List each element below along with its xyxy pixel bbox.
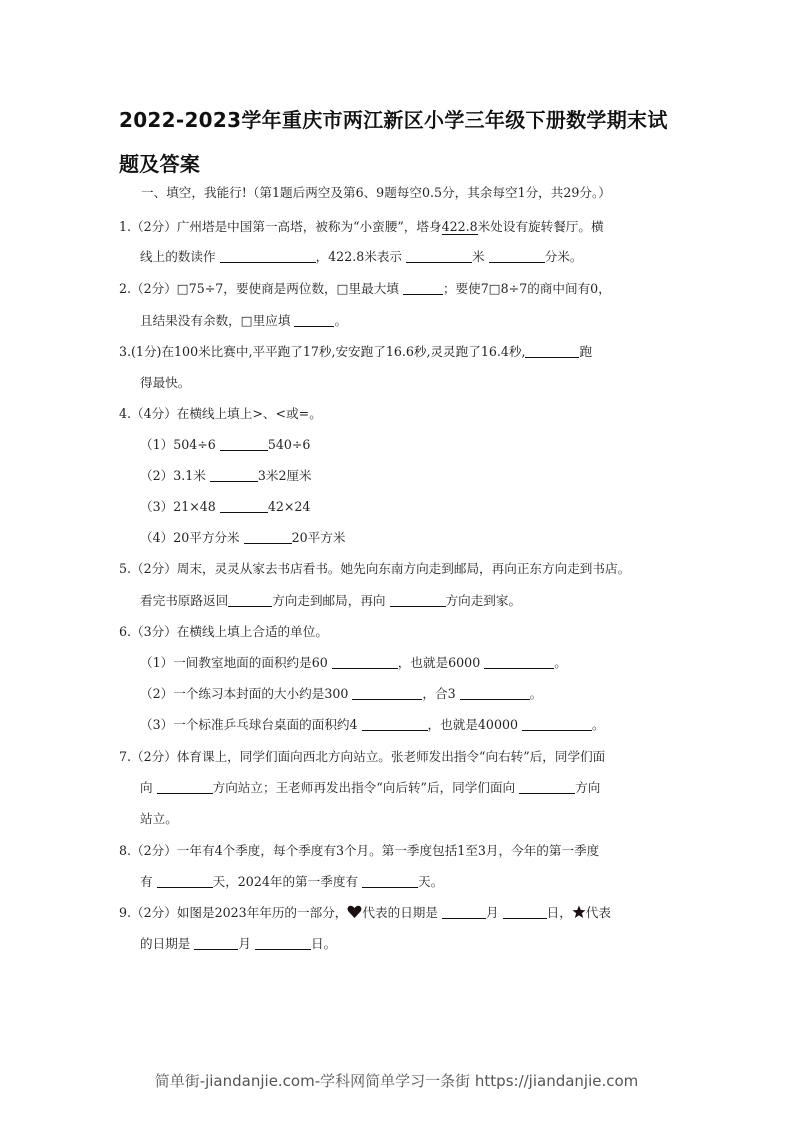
q6-blank-6[interactable] <box>522 717 592 731</box>
q4-blank-2[interactable] <box>210 468 258 482</box>
q6-text: （2）一个练习本封面的大小约是300 <box>140 686 349 701</box>
q7-blank-1[interactable] <box>157 780 213 794</box>
question-9-line2 <box>140 935 336 953</box>
q8-text: 有 <box>140 874 153 889</box>
q4-item-2 <box>140 467 312 485</box>
q2-blank-2[interactable] <box>294 313 334 327</box>
q4-item-right: 3米2厘米 <box>257 468 312 483</box>
q6-item-3 <box>140 716 605 734</box>
question-2-line2 <box>140 312 347 330</box>
q2-blank-1[interactable] <box>403 281 443 295</box>
q9-text-g: 月 <box>238 936 251 951</box>
page-title-line2: 题及答案 <box>119 152 201 176</box>
heart-icon <box>347 905 362 924</box>
question-8-line2 <box>140 873 443 891</box>
q1-text-b: 米处设有旋转餐厅。横 <box>477 219 604 234</box>
q4-item-left: （1）504÷6 <box>140 437 216 452</box>
q4-item-4 <box>140 529 345 547</box>
q4-item-right: 42×24 <box>267 499 311 514</box>
q2-text: 2.（2分）□75÷7，要使商是两位数，□里最大填 <box>119 281 399 296</box>
q6-item-2 <box>140 685 542 703</box>
q6-blank-2[interactable] <box>484 655 554 669</box>
q8-text-c: 天。 <box>418 874 444 889</box>
section-heading: 一、填空，我能行!（第1题后两空及第6、9题每空0.5分，其余每空1分，共29分。） <box>141 185 611 200</box>
question-3-line2: 得最快。 <box>140 375 191 390</box>
q1-blank-1[interactable] <box>220 249 316 263</box>
q6-blank-4[interactable] <box>460 686 530 700</box>
q8-text-b: 天，2024年的第一季度有 <box>212 874 359 889</box>
q4-item-1 <box>140 436 310 454</box>
q4-item-left: （2）3.1米 <box>140 468 206 483</box>
q3-blank[interactable] <box>525 344 579 358</box>
q4-item-left: （3）21×48 <box>140 499 216 514</box>
q4-item-right: 20平方米 <box>291 530 346 545</box>
q8-blank-2[interactable] <box>362 874 418 888</box>
footer-watermark: 简单街-jiandanjie.com-学科网简单学习一条街 https://jiandanjie.com <box>154 1072 639 1090</box>
q2-text-b: ；要使7□8÷7的商中间有0， <box>442 281 611 296</box>
question-7-line3: 站立。 <box>140 811 178 826</box>
q6-blank-3[interactable] <box>352 686 422 700</box>
question-7: 7.（2分）体育课上，同学们面向西北方向站立。张老师发出指令“向右转”后，同学们面 <box>119 749 606 764</box>
question-1-line2 <box>140 248 582 266</box>
q6-text: （1）一间教室地面的面积约是60 <box>140 655 328 670</box>
q4-item-right: 540÷6 <box>267 437 311 452</box>
star-icon <box>572 905 586 924</box>
q2-text-d: 。 <box>334 313 348 328</box>
q9-text: 9.（2分）如图是2023年年历的一部分， <box>119 905 348 920</box>
q9-text-d: 日， <box>546 905 572 920</box>
question-8: 8.（2分）一年有4个季度，每个季度有3个月。第一季度包括1至3月，今年的第一季度 <box>119 843 600 858</box>
q1-underlined-number: 422.8 <box>441 219 478 234</box>
q9-blank-4[interactable] <box>255 936 311 950</box>
q9-text-e: 代表 <box>585 905 611 920</box>
q4-blank-1[interactable] <box>220 437 268 451</box>
q6-text-b: ，合3 <box>422 686 456 701</box>
q4-item-3 <box>140 498 310 516</box>
q6-text-b: ，也就是6000 <box>397 655 481 670</box>
q1-blank-2[interactable] <box>406 249 472 263</box>
question-4: 4.（4分）在横线上填上>、<或=。 <box>119 406 322 421</box>
question-5-line2 <box>140 592 521 610</box>
q6-text-c: 。 <box>554 655 567 670</box>
q7-text-c: 方向 <box>575 780 601 795</box>
q1-text-f: 分米。 <box>544 249 583 264</box>
q1-text-e: 米 <box>472 249 485 264</box>
q5-blank-1[interactable] <box>228 593 272 607</box>
q9-blank-2[interactable] <box>503 905 547 919</box>
question-1 <box>119 218 604 236</box>
q7-text-b: 方向站立；王老师再发出指令“向后转”后，同学们面向 <box>212 780 516 795</box>
q6-item-1 <box>140 654 567 672</box>
q9-text-h: 日。 <box>311 936 337 951</box>
page-title-line1: 2022-2023学年重庆市两江新区小学三年级下册数学期末试 <box>119 108 668 132</box>
question-5: 5.（2分）周末，灵灵从家去书店看书。她先向东南方向走到邮局，再向正东方向走到书店。 <box>119 561 631 576</box>
q5-blank-2[interactable] <box>390 593 446 607</box>
question-3 <box>119 343 592 361</box>
q9-blank-1[interactable] <box>442 905 486 919</box>
q1-text-c: 线上的数读作 <box>140 249 216 264</box>
q6-text: （3）一个标准乒乓球台桌面的面积约4 <box>140 717 358 732</box>
q9-text-c: 月 <box>485 905 499 920</box>
q7-blank-2[interactable] <box>519 780 575 794</box>
q3-text: 3.(1分)在100米比赛中,平平跑了17秒,安安跑了16.6秒,灵灵跑了16.4秒, <box>119 344 526 359</box>
q8-blank-1[interactable] <box>157 874 213 888</box>
question-6: 6.（3分）在横线上填上合适的单位。 <box>119 624 328 639</box>
q1-text: 1.（2分）广州塔是中国第一高塔，被称为“小蛮腰”，塔身 <box>119 219 442 234</box>
q5-text-b: 方向走到邮局，再向 <box>272 593 386 608</box>
q5-text: 看完书原路返回 <box>140 593 229 608</box>
q1-blank-3[interactable] <box>489 249 545 263</box>
q6-text-c: 。 <box>529 686 543 701</box>
q5-text-c: 方向走到家。 <box>445 593 522 608</box>
q4-blank-3[interactable] <box>220 499 268 513</box>
q7-text: 向 <box>140 780 153 795</box>
q4-blank-4[interactable] <box>244 530 292 544</box>
q9-blank-3[interactable] <box>194 936 238 950</box>
q6-blank-1[interactable] <box>332 655 398 669</box>
question-7-line2 <box>140 779 600 797</box>
q9-text-b: 代表的日期是 <box>362 905 438 920</box>
q4-item-left: （4）20平方分米 <box>140 530 240 545</box>
q1-text-d: ，422.8米表示 <box>315 249 403 264</box>
q6-text-c: 。 <box>592 717 605 732</box>
q6-text-b: ，也就是40000 <box>427 717 518 732</box>
q6-blank-5[interactable] <box>362 717 428 731</box>
q9-text-f: 的日期是 <box>140 936 191 951</box>
q2-text-c: 且结果没有余数，□里应填 <box>140 313 291 328</box>
q3-text-b: 跑 <box>579 344 593 359</box>
question-9 <box>119 904 611 924</box>
question-2 <box>119 280 611 298</box>
